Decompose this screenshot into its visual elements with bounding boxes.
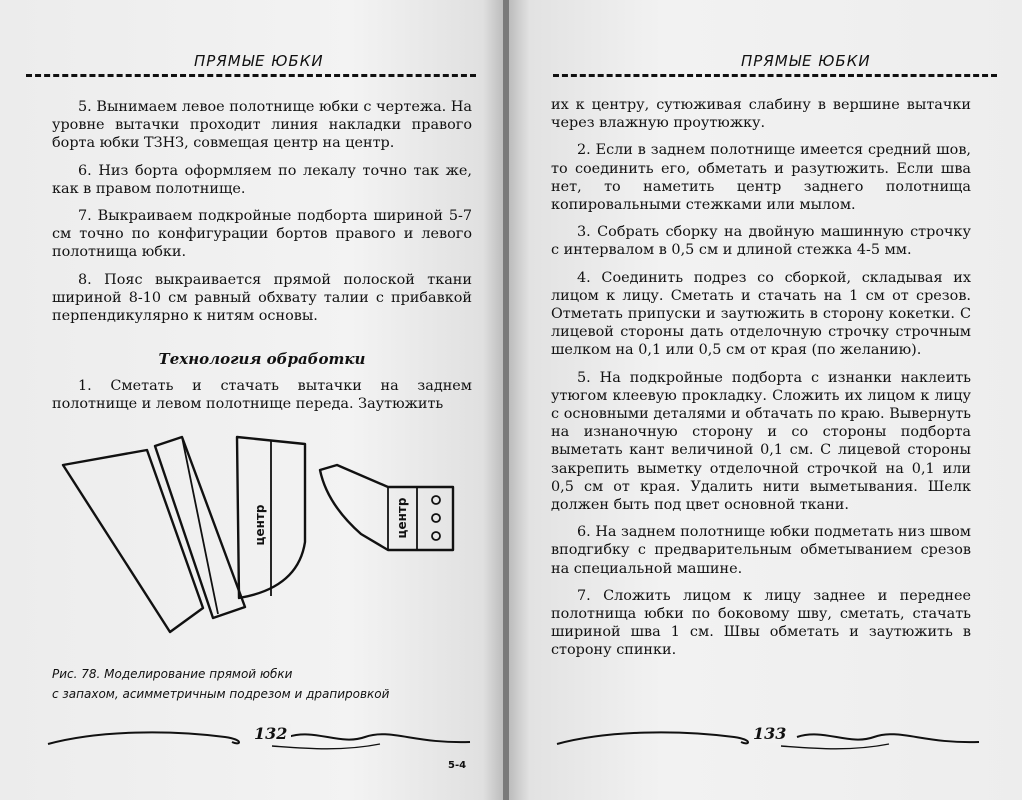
header-dashed-rule — [26, 74, 476, 77]
right-running-head — [553, 52, 997, 82]
paragraph-continuation: их к центру, сутюживая слабину в вершине вытачки через влажную проутюжку. — [551, 97, 971, 132]
figure-caption — [52, 664, 472, 704]
right-footer — [549, 718, 989, 758]
left-page — [0, 0, 503, 800]
paragraph-4: 4. Соединить подрез со сборкой, складывая их лицом к лицу. Сметать и стачать на 1 см от срезов. Отметать припуски и заутюжить в сторону кокетки. С лицевой стороны дать отделочную строчку строчным шелком на 0,1 или 0,5 см от края (по желанию). — [551, 269, 971, 359]
center-label-2: центр — [395, 497, 409, 539]
caption-line-2: с запахом, асимметричным подрезом и драпировкой — [52, 687, 390, 701]
paragraph-tech-1: 1. Сметать и стачать вытачки на заднем полотнище и левом полотнище переда. Заутюжить — [52, 378, 472, 413]
signature-mark: 5-4 — [448, 760, 467, 771]
paragraph-5: 5. Вынимаем левое полотнище юбки с чертежа. На уровне вытачки проходит линия накладки правого борта юбки ТЗНЗ, совмещая центр на центр. — [52, 99, 472, 152]
right-page — [509, 0, 1022, 800]
running-head-title: ПРЯМЫЕ ЮБКИ — [194, 52, 324, 70]
left-footer — [40, 718, 480, 758]
caption-line-1: Рис. 78. Моделирование прямой юбки — [52, 667, 293, 681]
paragraph-5: 5. На подкройные подборта с изнанки наклеить утюгом клеевую прокладку. Сложить их лицом к лицу с основными деталями и обтачать по краю. Вывернуть на изнаночную сторону и со стороны подборта выметать кант величиной 0,1 см. С лицевой стороны закрепить выметку отделочной строчкой на 0,1 или 0,5 см от края. Удалить нити выметывания. Шелк должен быть под цвет основной ткани. — [551, 369, 971, 514]
page-number: 133 — [749, 724, 790, 743]
left-body-text-2 — [52, 377, 472, 422]
center-label-1: центр — [253, 504, 267, 546]
left-running-head — [26, 52, 476, 82]
page-number: 132 — [250, 724, 291, 743]
section-subheading: Технология обработки — [158, 350, 366, 368]
paragraph-8: 8. Пояс выкраивается прямой полоской ткани шириной 8-10 см равный обхвату талии с прибавкой перпендикулярно к нитям основы. — [52, 271, 472, 325]
header-dashed-rule — [553, 74, 997, 77]
skirt-pattern-figure — [55, 430, 475, 660]
paragraph-3: 3. Собрать сборку на двойную машинную строчку с интервалом в 0,5 см и длиной стежка 4-5 мм. — [551, 224, 971, 259]
right-body-text — [551, 96, 971, 669]
paragraph-7: 7. Выкраиваем подкройные подборта шириной 5-7 см точно по конфигурации бортов правого и левого полотнища юбки. — [52, 208, 472, 261]
paragraph-7: 7. Сложить лицом к лицу заднее и переднее полотнища юбки по боковому шву, сметать, стачать шириной шва 1 см. Швы обметать и заутюжить в сторону спинки. — [551, 587, 971, 659]
paragraph-6: 6. Низ борта оформляем по лекалу точно так же, как в правом полотнище. — [52, 162, 472, 197]
paragraph-2: 2. Если в заднем полотнище имеется средний шов, то соединить его, обметать и разутюжить. Если шва нет, то наметить центр заднего полотнища копировальными стежками или мылом. — [551, 142, 971, 214]
left-body-text — [52, 98, 472, 334]
running-head-title: ПРЯМЫЕ ЮБКИ — [741, 52, 871, 70]
paragraph-6: 6. На заднем полотнище юбки подметать низ швом вподгибку с предварительным обметыванием срезов на специальной машине. — [551, 524, 971, 577]
